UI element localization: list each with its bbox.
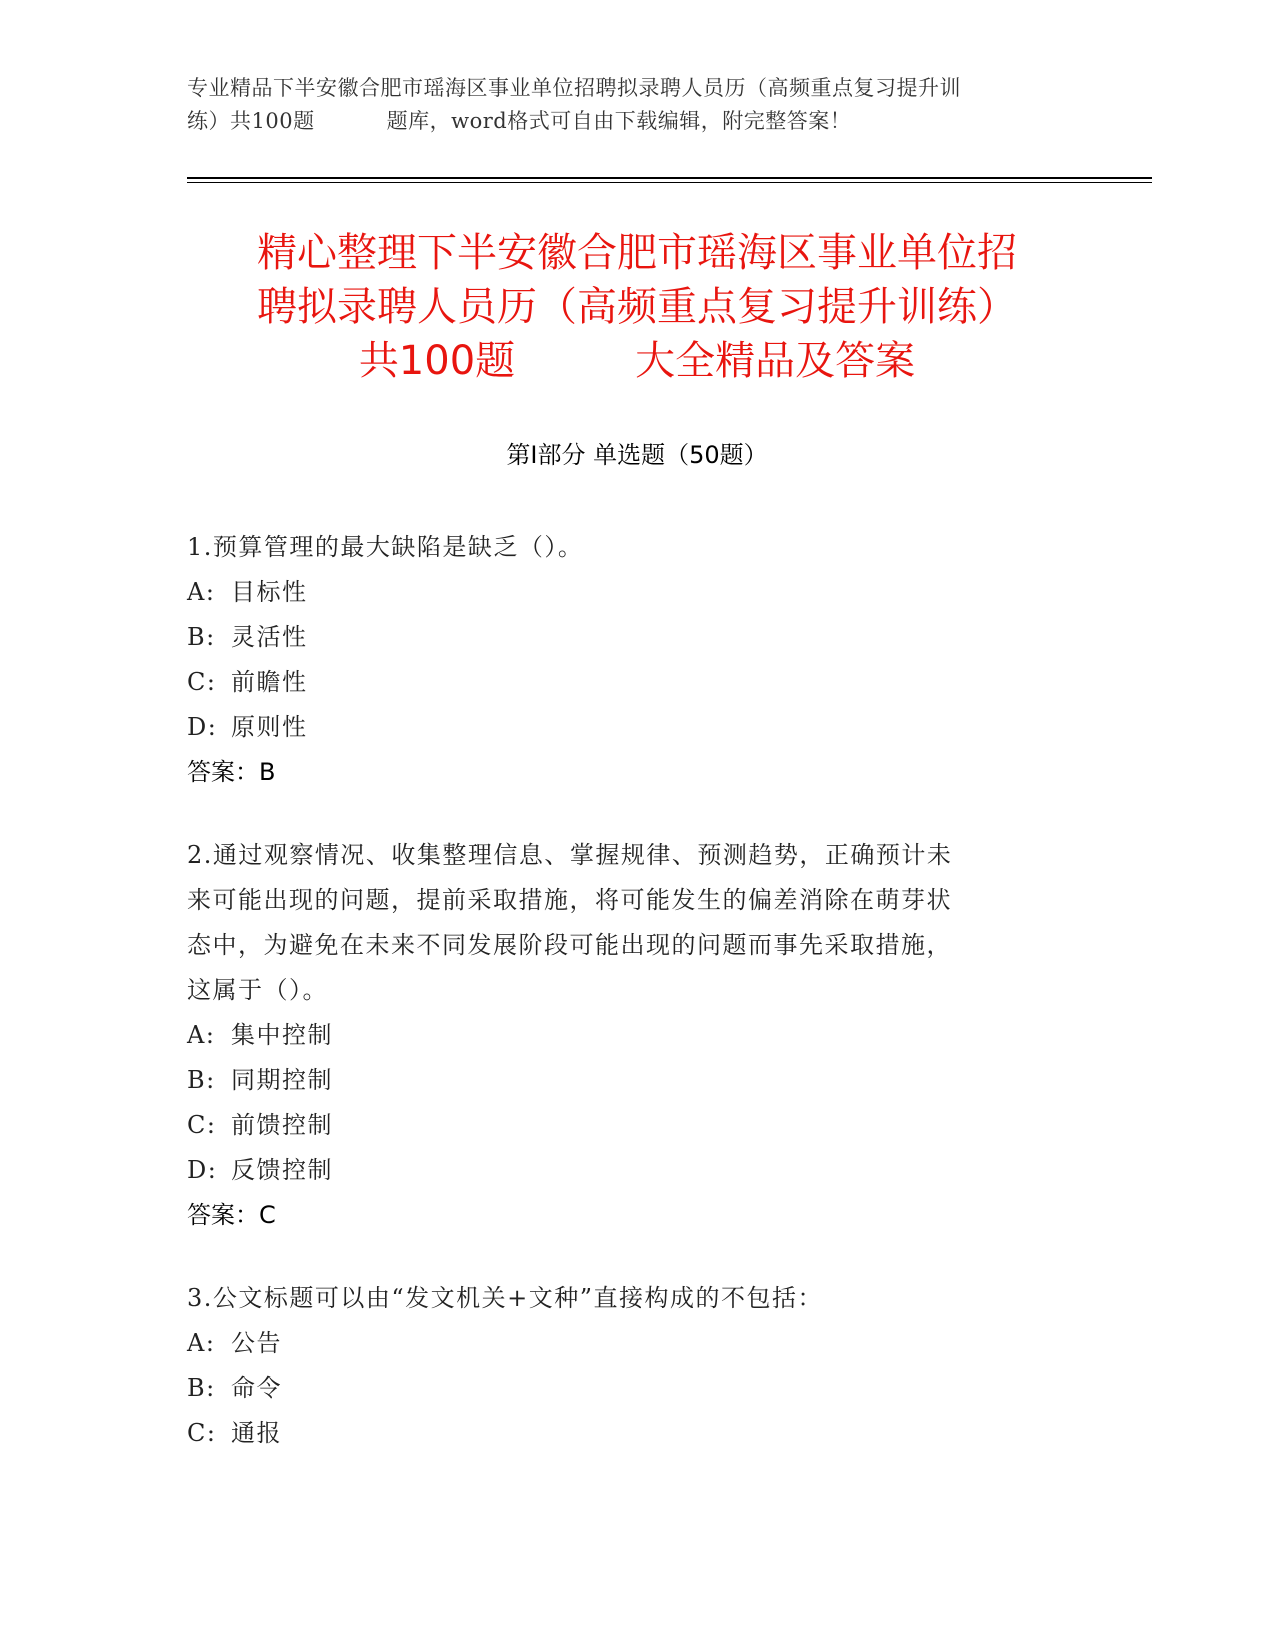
option-key: C: <box>187 668 217 696</box>
question-2 <box>187 833 1067 1238</box>
option-text: 反馈控制 <box>231 1156 333 1184</box>
title-line-3b: 大全精品及答案 <box>635 338 916 384</box>
option-c <box>187 1103 1067 1148</box>
header-note-line-2 <box>187 105 1087 138</box>
option-b <box>187 1366 1067 1411</box>
option-text: 目标性 <box>231 578 308 606</box>
option-c <box>187 660 1067 705</box>
option-text: 公告 <box>231 1329 282 1357</box>
option-d <box>187 1148 1067 1193</box>
header-divider-thick <box>187 177 1152 179</box>
option-b <box>187 615 1067 660</box>
option-d <box>187 705 1067 750</box>
question-stem-line: 2.通过观察情况、收集整理信息、掌握规律、预测趋势，正确预计未 <box>187 841 953 869</box>
question-stem-line: 来可能出现的问题，提前采取措施，将可能发生的偏差消除在萌芽状 <box>187 886 952 914</box>
option-text: 前瞻性 <box>231 668 308 696</box>
header-note-line-2b: 题库，word格式可自由下载编辑，附完整答案！ <box>386 109 852 133</box>
title-line-2: 聘拟录聘人员历（高频重点复习提升训练） <box>257 284 1017 330</box>
option-key: B: <box>187 623 216 651</box>
question-stem-line: 态中，为避免在未来不同发展阶段可能出现的问题而事先采取措施， <box>187 931 952 959</box>
option-key: A: <box>187 1329 216 1357</box>
option-key: B: <box>187 1066 216 1094</box>
option-a <box>187 570 1067 615</box>
question-stem-line: 这属于（）。 <box>187 976 328 1004</box>
question-3 <box>187 1276 1067 1456</box>
title-line-3a: 共100题 <box>358 338 516 384</box>
header-note-line-2a: 练）共100题 <box>187 109 315 133</box>
option-key: D: <box>187 1156 218 1184</box>
title-line-3 <box>187 334 1087 388</box>
option-c <box>187 1411 1067 1456</box>
option-key: A: <box>187 1021 216 1049</box>
header-note <box>187 72 1087 138</box>
option-key: C: <box>187 1111 217 1139</box>
header-note-line-1: 专业精品下半安徽合肥市瑶海区事业单位招聘拟录聘人员历（高频重点复习提升训 <box>187 76 961 100</box>
option-key: A: <box>187 578 216 606</box>
option-text: 集中控制 <box>231 1021 333 1049</box>
document-title <box>187 226 1087 388</box>
option-text: 通报 <box>231 1419 282 1447</box>
header-divider-thin <box>187 182 1152 183</box>
option-text: 命令 <box>231 1374 282 1402</box>
question-stem: 1.预算管理的最大缺陷是缺乏（）。 <box>187 533 584 561</box>
option-key: D: <box>187 713 218 741</box>
question-1 <box>187 525 1067 795</box>
option-text: 前馈控制 <box>231 1111 333 1139</box>
question-stem: 3.公文标题可以由“发文机关+文种”直接构成的不包括： <box>187 1284 824 1312</box>
answer-line: 答案：C <box>187 1201 276 1229</box>
section-title: 第Ⅰ部分 单选题（50题） <box>506 441 768 469</box>
option-a <box>187 1013 1067 1058</box>
option-key: B: <box>187 1374 216 1402</box>
title-line-1: 精心整理下半安徽合肥市瑶海区事业单位招 <box>257 230 1017 276</box>
option-text: 同期控制 <box>231 1066 333 1094</box>
option-b <box>187 1058 1067 1103</box>
question-list <box>187 525 1067 1494</box>
option-a <box>187 1321 1067 1366</box>
option-text: 灵活性 <box>231 623 308 651</box>
option-text: 原则性 <box>231 713 308 741</box>
option-key: C: <box>187 1419 217 1447</box>
answer-line: 答案：B <box>187 758 276 786</box>
